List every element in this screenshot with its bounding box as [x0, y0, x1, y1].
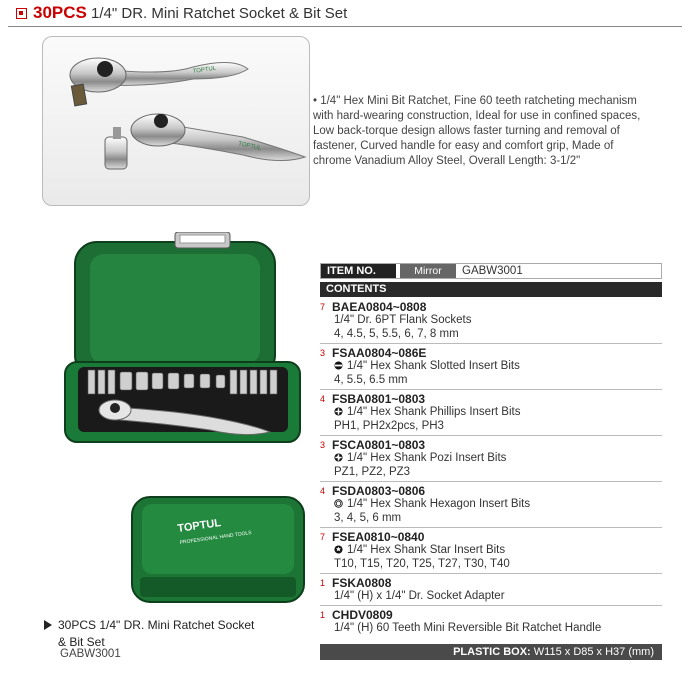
entry-desc: 1/4" Hex Shank Hexagon Insert Bits — [347, 498, 531, 510]
entry-qty: 4 — [320, 486, 326, 496]
entry-sizes: 4, 5.5, 6.5 mm — [334, 374, 408, 386]
entry-sizes: PZ1, PZ2, PZ3 — [334, 466, 411, 478]
svg-text:TOPTUL: TOPTUL — [237, 141, 262, 152]
entry-divider — [320, 435, 662, 436]
entry-sizes: 4, 4.5, 5, 5.5, 6, 7, 8 mm — [334, 328, 459, 340]
content-entry — [320, 300, 662, 344]
caption-arrow-icon — [44, 620, 52, 630]
content-entry — [320, 484, 662, 528]
entry-desc: 1/4" Hex Shank Slotted Insert Bits — [347, 360, 520, 372]
case-illustration — [60, 232, 310, 612]
ratchet-photo — [42, 36, 310, 206]
content-entry — [320, 392, 662, 436]
entry-desc: 1/4" Hex Shank Star Insert Bits — [347, 544, 506, 556]
caption-name: 30PCS 1/4" DR. Mini Ratchet Socket & Bit Set — [58, 618, 255, 649]
entry-qty: 4 — [320, 394, 326, 404]
case-tagline: PROFESSIONAL HAND TOOLS — [179, 529, 253, 546]
entry-qty: 7 — [320, 302, 326, 312]
entry-code: FSBA0801~0803 — [332, 392, 426, 406]
title-text: 1/4" DR. Mini Ratchet Socket & Bit Set — [91, 5, 348, 22]
entry-code: FSEA0810~0840 — [332, 530, 425, 544]
content-entry — [320, 608, 662, 638]
plastic-box-label: PLASTIC BOX: — [453, 646, 531, 658]
entry-divider — [320, 605, 662, 606]
star-icon — [334, 545, 343, 554]
entry-desc: 1/4" (H) x 1/4" Dr. Socket Adapter — [334, 590, 505, 602]
entry-divider — [320, 389, 662, 390]
entry-desc-row — [334, 452, 506, 464]
plastic-box-bar — [320, 644, 662, 660]
entry-desc-row — [334, 498, 530, 510]
header-bullet-icon — [16, 8, 27, 19]
slotted-icon — [334, 361, 343, 370]
page-title — [33, 3, 347, 23]
entry-desc: 1/4" Hex Shank Pozi Insert Bits — [347, 452, 507, 464]
entry-qty: 3 — [320, 440, 326, 450]
svg-text:TOPTUL: TOPTUL — [192, 65, 217, 75]
entry-code: FSCA0801~0803 — [332, 438, 426, 452]
entry-qty: 7 — [320, 532, 326, 542]
entry-sizes: PH1, PH2x2pcs, PH3 — [334, 420, 444, 432]
entry-qty: 3 — [320, 348, 326, 358]
item-code: GABW3001 — [462, 265, 523, 277]
entry-divider — [320, 481, 662, 482]
entry-desc: 1/4" Hex Shank Phillips Insert Bits — [347, 406, 521, 418]
entry-sizes: T10, T15, T20, T25, T27, T30, T40 — [334, 558, 510, 570]
entry-code: CHDV0809 — [332, 608, 393, 622]
plastic-box-value: W115 x D85 x H37 (mm) — [533, 646, 654, 658]
contents-header: CONTENTS — [320, 282, 662, 297]
entry-qty: 1 — [320, 578, 326, 588]
entry-desc-row — [334, 406, 520, 418]
content-entry — [320, 576, 662, 606]
caption-code: GABW3001 — [60, 648, 121, 660]
entry-code: FSKA0808 — [332, 576, 392, 590]
entry-divider — [320, 343, 662, 344]
hexagon-icon — [334, 499, 343, 508]
header-divider — [8, 26, 682, 27]
entry-divider — [320, 573, 662, 574]
entry-desc-row — [334, 360, 520, 372]
entry-code: BAEA0804~0808 — [332, 300, 427, 314]
entry-desc: 1/4" (H) 60 Teeth Mini Reversible Bit Ratchet Handle — [334, 622, 602, 634]
item-no-label: ITEM NO. — [321, 264, 396, 278]
phillips-icon — [334, 407, 343, 416]
entry-qty: 1 — [320, 610, 326, 620]
entry-code: FSDA0803~0806 — [332, 484, 426, 498]
entry-sizes: 3, 4, 5, 6 mm — [334, 512, 402, 524]
ratchet-illustration — [43, 37, 309, 205]
title-qty: 30PCS — [33, 3, 87, 22]
item-mirror-label: Mirror — [400, 264, 456, 278]
product-description: • 1/4" Hex Mini Bit Ratchet, Fine 60 teeth ratcheting mechanism with hard-wearing construction, Ideal for use in confined spaces, Low back-torque design allows faster turning and removal of fastener, Curved handle for easy and comfort grip, Made of chrome Vanadium Alloy Steel, Overall Length: 3-1/2" — [313, 95, 641, 167]
content-entry — [320, 530, 662, 574]
entry-divider — [320, 527, 662, 528]
case-brand: TOPTUL — [176, 516, 222, 535]
content-entry — [320, 346, 662, 390]
entry-desc-row — [334, 544, 505, 556]
entry-desc: 1/4" Dr. 6PT Flank Sockets — [334, 314, 472, 326]
content-entry — [320, 438, 662, 482]
pozi-icon — [334, 453, 343, 462]
entry-code: FSAA0804~086E — [332, 346, 427, 360]
